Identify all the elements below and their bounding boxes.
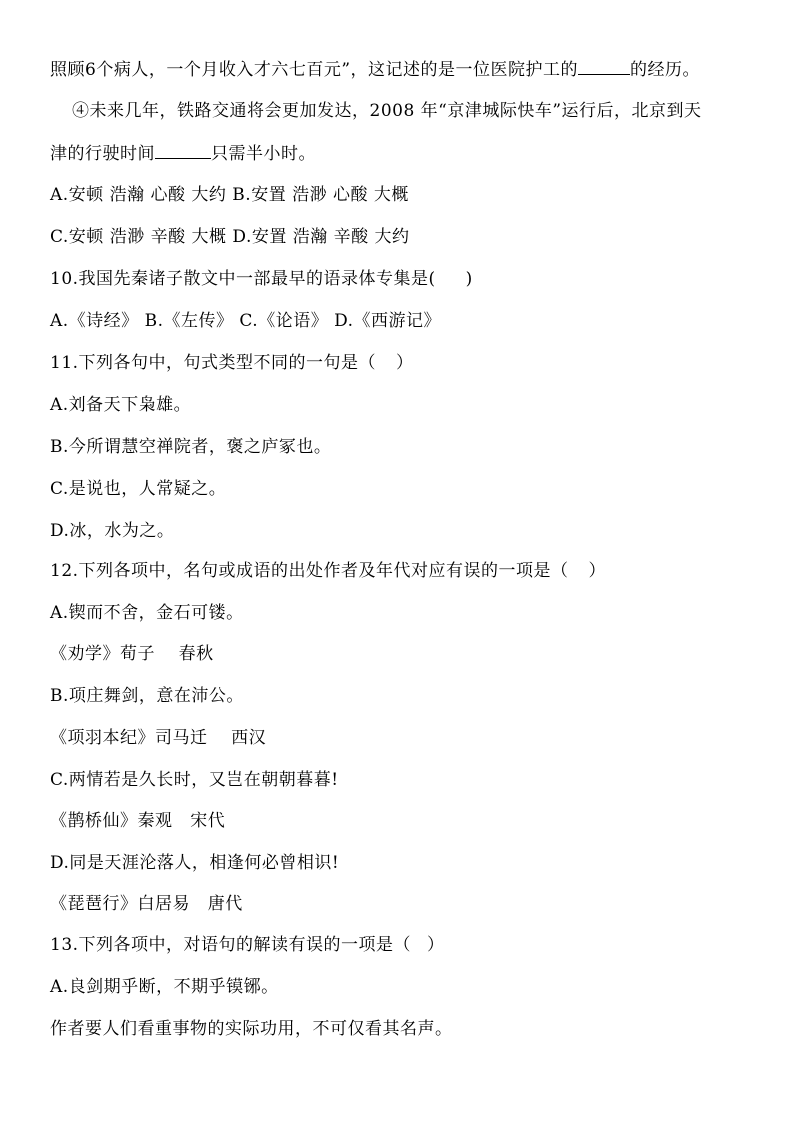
q9-options-ab: A.安顿 浩瀚 心酸 大约 B.安置 浩渺 心酸 大概 (50, 185, 409, 205)
q10-stem-text: 10.我国先秦诸子散文中一部最早的语录体专集是( (50, 269, 436, 289)
q9-line-3-text: 津的行驶时间 (50, 144, 155, 164)
q13-option-a-note: 作者要人们看重事物的实际功用，不可仅看其名声。 (50, 1019, 453, 1039)
q11-option-d: D.冰，水为之。 (50, 521, 175, 541)
answer-blank[interactable] (155, 142, 211, 159)
q9-line-1 (50, 58, 700, 81)
q10-stem (50, 268, 473, 290)
q9-line-3-tail: 只需半小时。 (211, 144, 316, 164)
q11-option-a: A.刘备天下枭雄。 (50, 395, 192, 415)
q9-line-1-tail: 的经历。 (630, 60, 701, 80)
q12-option-d: D.同是天涯沦落人，相逢何必曾相识! (50, 853, 340, 873)
q10-options: A.《诗经》 B.《左传》 C.《论语》 D.《西游记》 (50, 311, 442, 331)
q11-option-c: C.是说也，人常疑之。 (50, 479, 227, 499)
q12-option-a-source: 《劝学》荀子 春秋 (50, 644, 214, 664)
q12-stem (50, 560, 606, 582)
q12-option-a: A.锲而不舍，金石可镂。 (50, 603, 244, 623)
q13-stem-close: ） (427, 935, 445, 955)
q12-option-b-source: 《项羽本纪》司马迁 西汉 (50, 728, 267, 748)
q9-line-3 (50, 142, 316, 165)
q12-stem-text: 12.下列各项中，名句或成语的出处作者及年代对应有误的一项是（ (50, 561, 569, 581)
answer-blank[interactable] (578, 58, 630, 75)
q12-option-c-source: 《鹊桥仙》秦观 宋代 (50, 811, 226, 831)
q13-option-a: A.良剑期乎断，不期乎镆铘。 (50, 977, 279, 997)
q12-option-d-source: 《琵琶行》白居易 唐代 (50, 894, 243, 914)
q11-stem (50, 352, 414, 374)
q13-stem-text: 13.下列各项中，对语句的解读有误的一项是（ (50, 935, 412, 955)
q9-options-cd: C.安顿 浩渺 辛酸 大概 D.安置 浩瀚 辛酸 大约 (50, 227, 410, 247)
q11-stem-text: 11.下列各句中，句式类型不同的一句是（ (50, 353, 377, 373)
q12-option-c: C.两情若是久长时，又岂在朝朝暮暮! (50, 770, 339, 790)
q9-line-1-text: 照顾6个病人，一个月收入才六七百元”，这记述的是一位医院护工的 (50, 60, 579, 80)
q13-stem (50, 934, 445, 956)
q11-option-b: B.今所谓慧空禅院者，褒之庐冢也。 (50, 437, 332, 457)
q9-line-2: ④未来几年，铁路交通将会更加发达，2008 年“京津城际快车”运行后，北京到天 (72, 101, 702, 121)
q11-stem-close: ） (396, 353, 414, 373)
q12-option-b: B.项庄舞剑，意在沛公。 (50, 686, 244, 706)
q10-stem-close: ) (465, 269, 473, 289)
q12-stem-close: ） (588, 561, 607, 581)
